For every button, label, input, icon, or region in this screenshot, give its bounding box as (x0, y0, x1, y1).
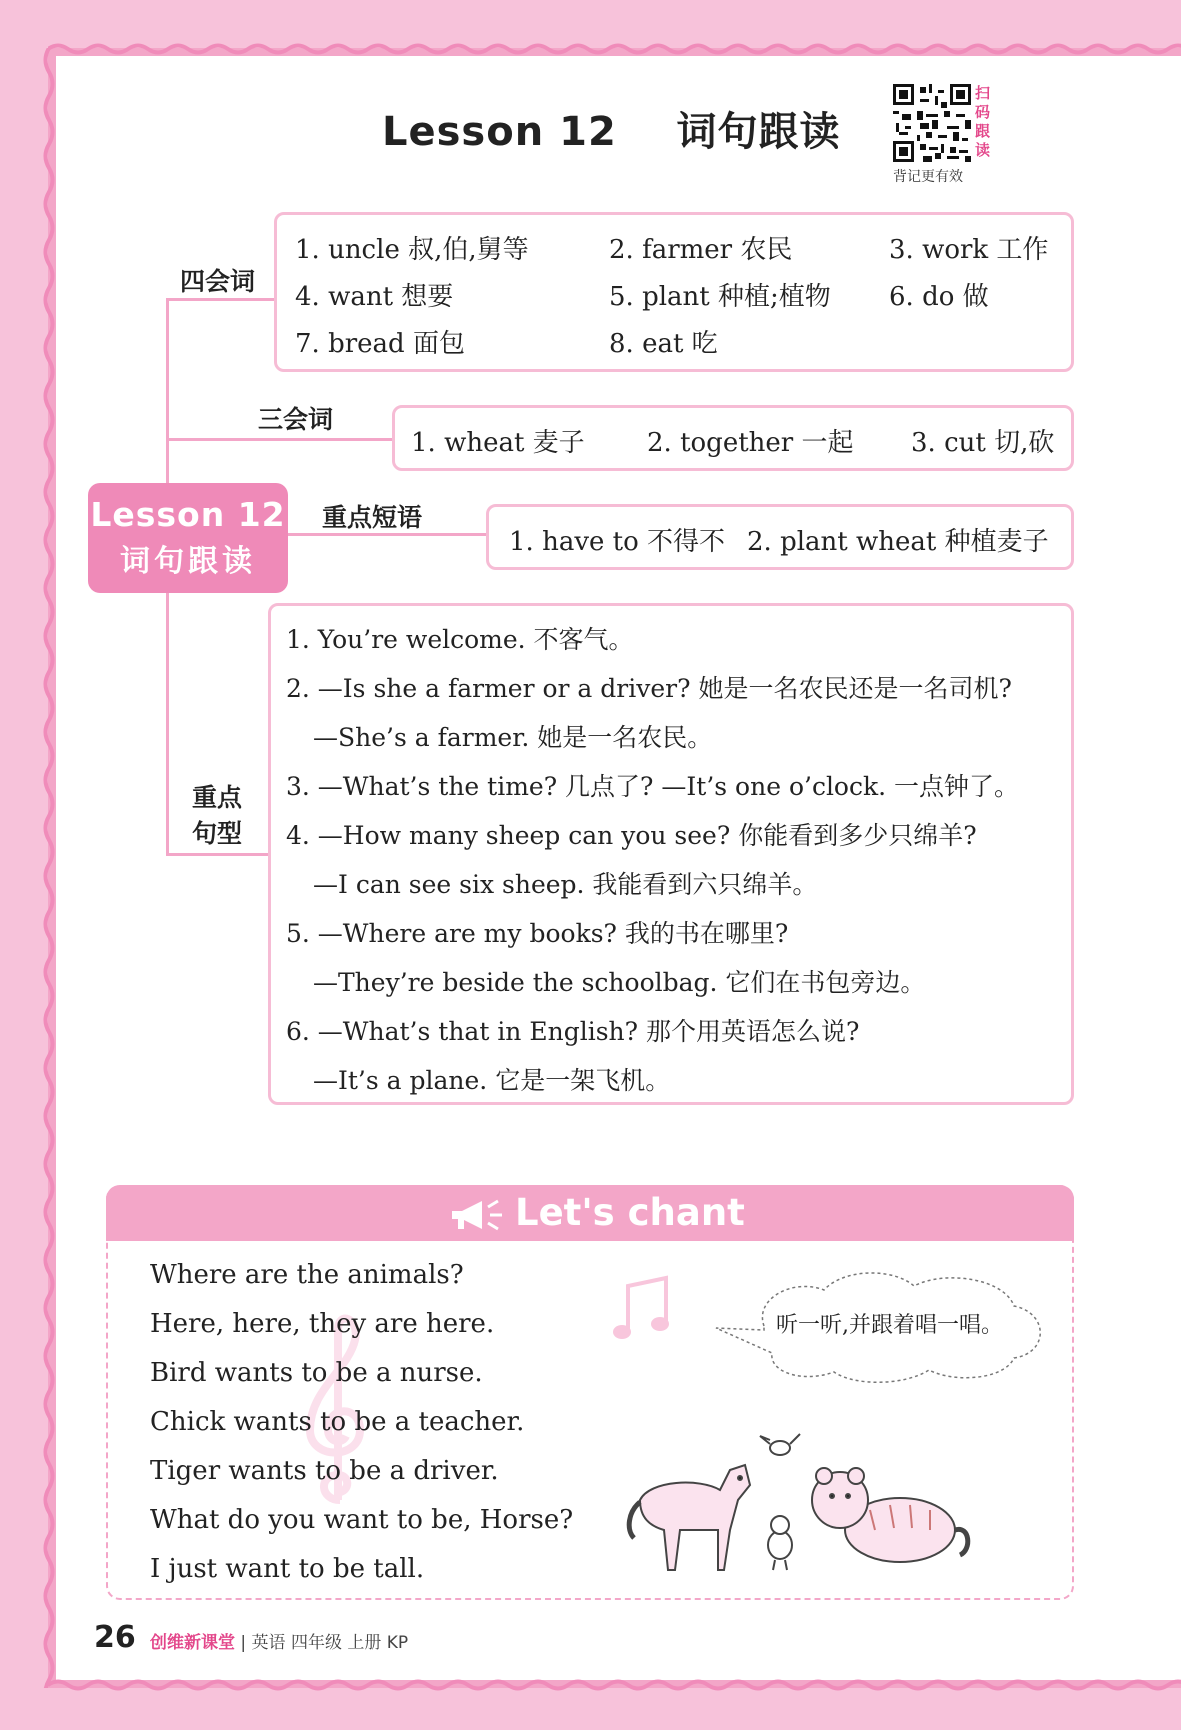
word-item: 5. plant 种植;植物 (609, 282, 831, 312)
map-connector (166, 853, 270, 856)
sentence-line: 2. —Is she a farmer or a driver? 她是一名农民还是一名司机? (286, 674, 1012, 703)
page-number: 26 (94, 1620, 136, 1655)
word-item: 7. bread 面包 (295, 329, 465, 359)
center-badge-line2: 词句跟读 (120, 544, 256, 579)
music-note-icon (612, 1272, 672, 1344)
map-connector (166, 298, 276, 301)
key-sentences-box (268, 603, 1074, 1105)
bird-icon (760, 1434, 800, 1455)
animals-illustration (620, 1430, 980, 1580)
sentence-line: —They’re beside the schoolbag. 它们在书包旁边。 (313, 968, 926, 997)
wavy-left-border (42, 48, 56, 1688)
megaphone-icon (448, 1195, 504, 1235)
phrase-item: 2. plant wheat 种植麦子 (747, 527, 1049, 557)
word-item: 8. eat 吃 (609, 329, 718, 359)
word-item: 3. cut 切,砍 (911, 428, 1055, 458)
word-item: 1. wheat 麦子 (411, 428, 585, 458)
wavy-bottom-border (48, 1678, 1181, 1692)
map-connector (166, 300, 169, 488)
word-item: 4. want 想要 (295, 282, 454, 312)
chant-line: Here, here, they are here. (150, 1309, 495, 1339)
qr-caption: 背记更有效 (893, 169, 963, 185)
horse-icon (629, 1465, 750, 1570)
footer-separator: | (240, 1633, 247, 1653)
sentence-line: 5. —Where are my books? 我的书在哪里? (286, 919, 789, 948)
key-sentences-label: 重点 句型 (192, 783, 243, 848)
sentence-line: 4. —How many sheep can you see? 你能看到多少只绵羊? (286, 821, 977, 850)
lesson-center-badge (88, 483, 288, 593)
key-phrases-box (486, 504, 1074, 570)
key-phrases-label: 重点短语 (322, 503, 423, 532)
chant-line: Bird wants to be a nurse. (150, 1358, 483, 1388)
sentence-line: —I can see six sheep. 我能看到六只绵羊。 (313, 870, 818, 899)
qr-side-label: 扫 码 跟 读 (975, 84, 991, 159)
chant-line: Chick wants to be a teacher. (150, 1407, 525, 1437)
chant-line: Tiger wants to be a driver. (150, 1456, 499, 1486)
chick-icon (768, 1516, 792, 1570)
sentence-line: —It’s a plane. 它是一架飞机。 (313, 1066, 671, 1095)
qr-code-icon[interactable] (893, 84, 971, 162)
four-skill-words-box (274, 212, 1074, 372)
footer-book-info: 英语 四年级 上册 KP (251, 1633, 409, 1653)
three-skill-words-label: 三会词 (258, 405, 334, 434)
four-skill-words-label: 四会词 (180, 267, 256, 296)
footer-info (150, 1628, 408, 1653)
map-connector (166, 438, 392, 441)
tiger-icon (812, 1468, 968, 1562)
sentence-line: 1. You’re welcome. 不客气。 (286, 625, 634, 654)
chant-line: Where are the animals? (150, 1260, 464, 1290)
chant-line: I just want to be tall. (150, 1554, 425, 1584)
word-item: 1. uncle 叔,伯,舅等 (295, 235, 529, 265)
sentence-line: 3. —What’s the time? 几点了? —It’s one o’clock. 一点钟了。 (286, 772, 1020, 801)
footer-brand: 创维新课堂 (150, 1633, 235, 1653)
phrase-item: 1. have to 不得不 (509, 527, 726, 557)
word-item: 2. together 一起 (647, 428, 854, 458)
sentence-line: —She’s a farmer. 她是一名农民。 (313, 723, 713, 752)
sentence-line: 6. —What’s that in English? 那个用英语怎么说? (286, 1017, 860, 1046)
word-item: 3. work 工作 (889, 235, 1049, 265)
chant-line: What do you want to be, Horse? (150, 1505, 574, 1535)
three-skill-words-box (392, 405, 1074, 471)
page-title: Lesson 12 词句跟读 (382, 109, 841, 155)
chant-title: Let's chant (515, 1191, 745, 1234)
word-item: 2. farmer 农民 (609, 235, 793, 265)
center-badge-line1: Lesson 12 (90, 495, 286, 534)
speech-cloud-text: 听一听,并跟着唱一唱。 (776, 1313, 1003, 1338)
wavy-top-border (48, 42, 1181, 56)
word-item: 6. do 做 (889, 282, 989, 312)
map-connector (166, 590, 169, 855)
